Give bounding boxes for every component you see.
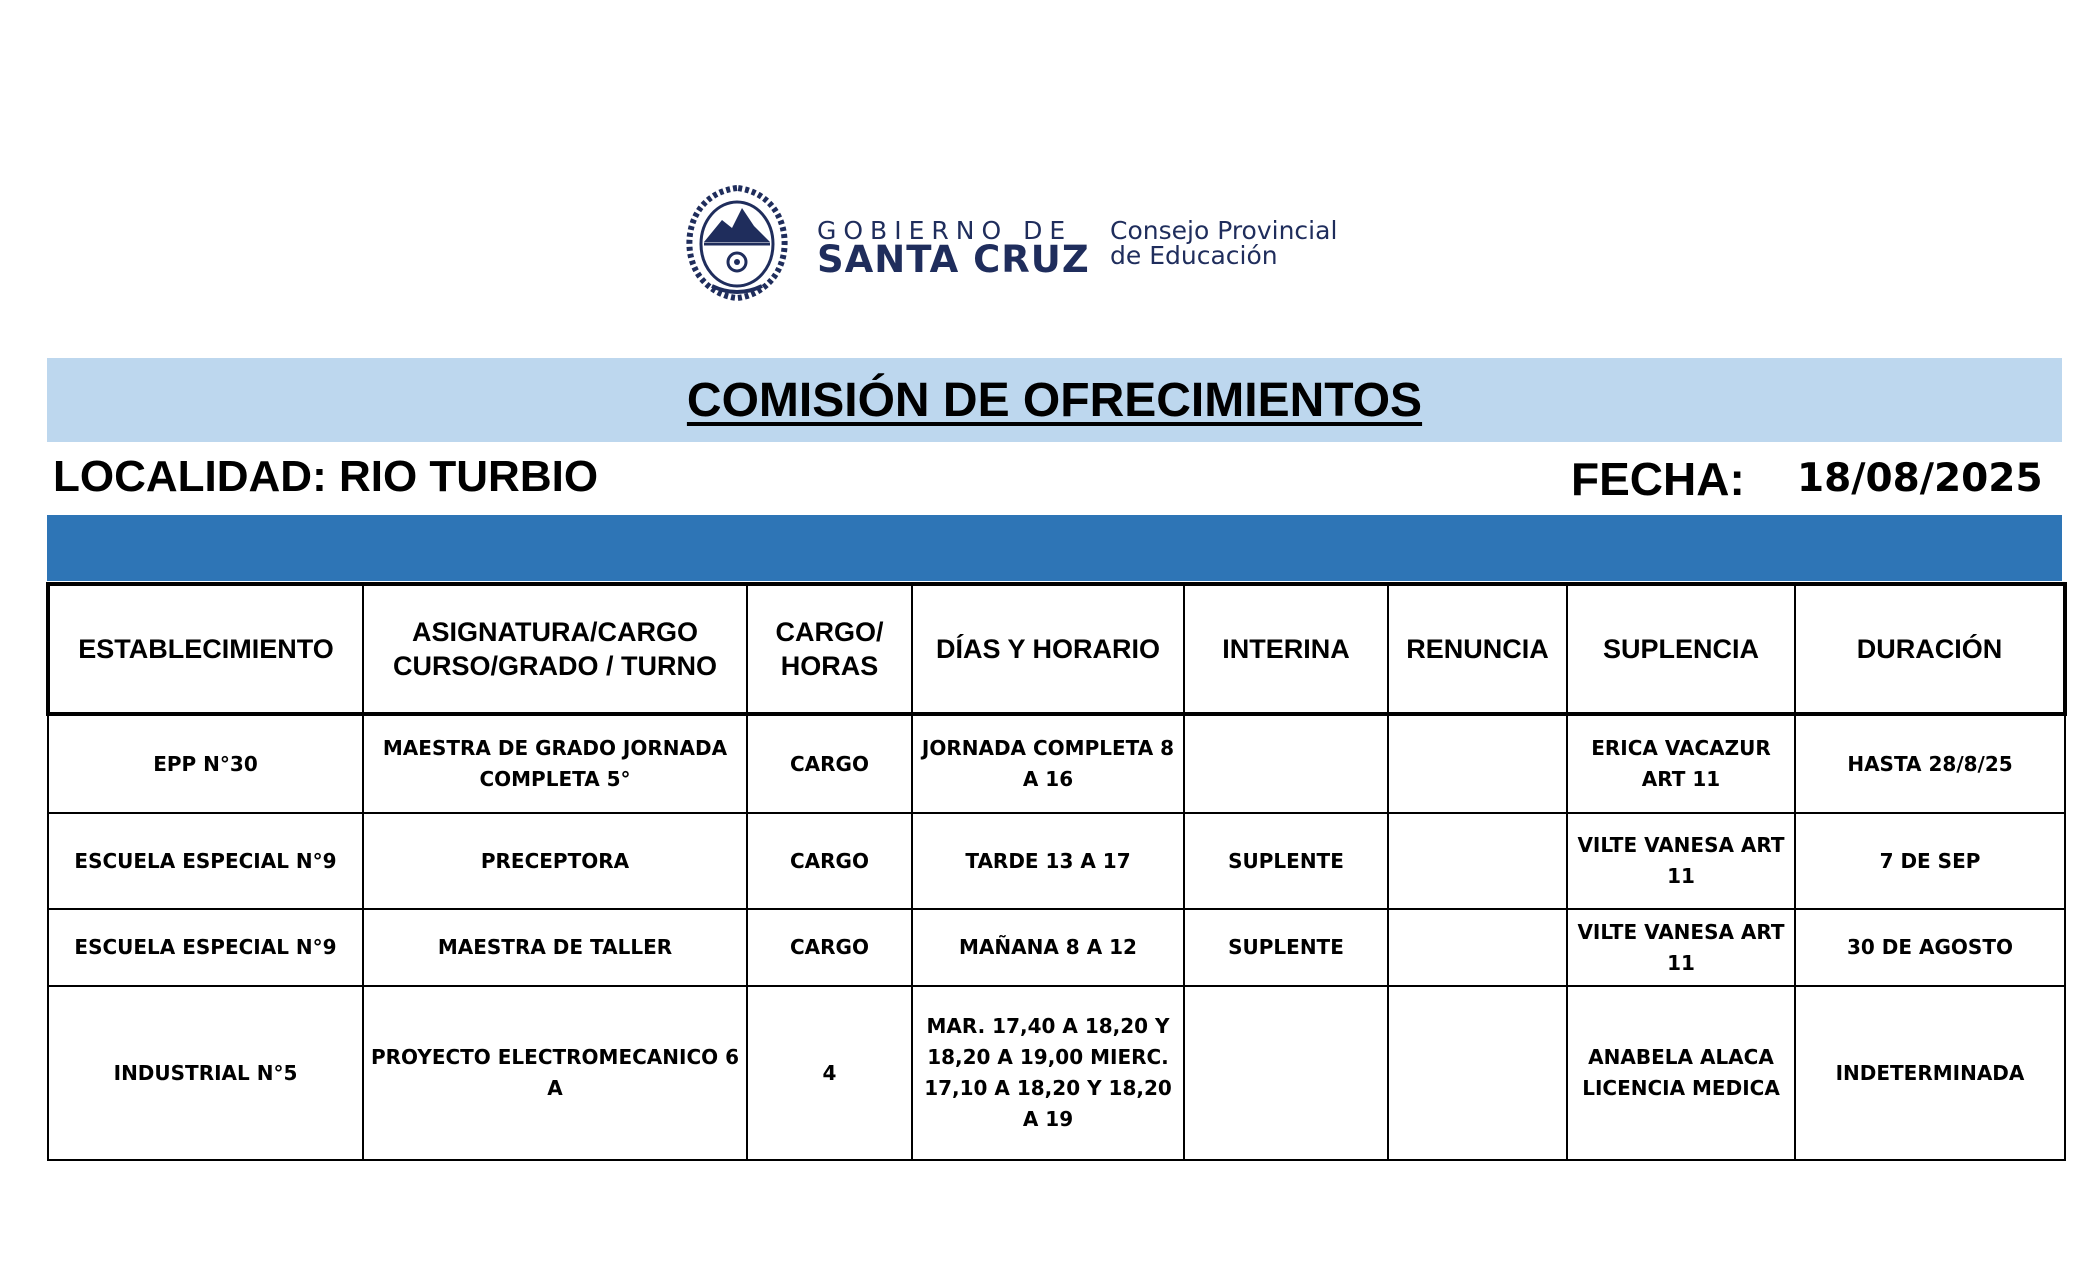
cell-establecimiento: INDUSTRIAL N°5 bbox=[48, 986, 363, 1160]
header-cargo-horas: CARGO/ HORAS bbox=[747, 584, 912, 714]
header-asignatura: ASIGNATURA/CARGO CURSO/GRADO / TURNO bbox=[363, 584, 747, 714]
cell-asignatura: MAESTRA DE GRADO JORNADA COMPLETA 5° bbox=[363, 714, 747, 813]
cell-renuncia bbox=[1388, 986, 1567, 1160]
cell-renuncia bbox=[1388, 714, 1567, 813]
cell-suplencia: ANABELA ALACA LICENCIA MEDICA bbox=[1567, 986, 1795, 1160]
cell-establecimiento: ESCUELA ESPECIAL N°9 bbox=[48, 813, 363, 909]
cell-cargo-horas: CARGO bbox=[747, 909, 912, 986]
cell-interina: SUPLENTE bbox=[1184, 813, 1388, 909]
table-row bbox=[48, 986, 2065, 1160]
cell-renuncia bbox=[1388, 909, 1567, 986]
cell-renuncia bbox=[1388, 813, 1567, 909]
header-interina: INTERINA bbox=[1184, 584, 1388, 714]
cell-cargo-horas: CARGO bbox=[747, 813, 912, 909]
cell-duracion: INDETERMINADA bbox=[1795, 986, 2065, 1160]
page-title: COMISIÓN DE OFRECIMIENTOS bbox=[686, 373, 1423, 427]
offers-table bbox=[46, 582, 2067, 1161]
gobierno-line2: SANTA CRUZ bbox=[817, 238, 1090, 281]
table-row bbox=[48, 714, 2065, 813]
cell-establecimiento: EPP N°30 bbox=[48, 714, 363, 813]
header-renuncia: RENUNCIA bbox=[1388, 584, 1567, 714]
consejo-line2: de Educación bbox=[1110, 241, 1278, 270]
title-band bbox=[47, 358, 2062, 442]
consejo-text bbox=[1110, 218, 1337, 268]
accent-band bbox=[47, 515, 2062, 581]
gobierno-line1: GOBIERNO DE bbox=[817, 216, 1073, 245]
table-row bbox=[48, 909, 2065, 986]
cell-duracion: 30 DE AGOSTO bbox=[1795, 909, 2065, 986]
table-header-row bbox=[48, 584, 2065, 714]
header-dias-horario: DÍAS Y HORARIO bbox=[912, 584, 1184, 714]
fecha-label: FECHA: bbox=[1571, 453, 1745, 505]
cell-dias-horario: TARDE 13 A 17 bbox=[912, 813, 1184, 909]
coat-of-arms-icon bbox=[682, 182, 792, 302]
fecha-value: 18/08/2025 bbox=[1797, 456, 2043, 501]
localidad-label: LOCALIDAD: RIO TURBIO bbox=[53, 452, 599, 501]
table-row bbox=[48, 813, 2065, 909]
cell-duracion: 7 DE SEP bbox=[1795, 813, 2065, 909]
cell-interina bbox=[1184, 986, 1388, 1160]
cell-suplencia: ERICA VACAZUR ART 11 bbox=[1567, 714, 1795, 813]
cell-dias-horario: MAR. 17,40 A 18,20 Y 18,20 A 19,00 MIERC. 17,10 A 18,20 Y 18,20 A 19 bbox=[912, 986, 1184, 1160]
header-establecimiento: ESTABLECIMIENTO bbox=[48, 584, 363, 714]
cell-interina bbox=[1184, 714, 1388, 813]
cell-establecimiento: ESCUELA ESPECIAL N°9 bbox=[48, 909, 363, 986]
cell-interina: SUPLENTE bbox=[1184, 909, 1388, 986]
cell-asignatura: MAESTRA DE TALLER bbox=[363, 909, 747, 986]
header-duracion: DURACIÓN bbox=[1795, 584, 2065, 714]
consejo-line1: Consejo Provincial bbox=[1110, 216, 1338, 245]
cell-suplencia: VILTE VANESA ART 11 bbox=[1567, 909, 1795, 986]
cell-dias-horario: MAÑANA 8 A 12 bbox=[912, 909, 1184, 986]
cell-suplencia: VILTE VANESA ART 11 bbox=[1567, 813, 1795, 909]
header-suplencia: SUPLENCIA bbox=[1567, 584, 1795, 714]
header-logo bbox=[682, 182, 1362, 302]
cell-asignatura: PRECEPTORA bbox=[363, 813, 747, 909]
cell-asignatura: PROYECTO ELECTROMECANICO 6 A bbox=[363, 986, 747, 1160]
cell-cargo-horas: CARGO bbox=[747, 714, 912, 813]
cell-duracion: HASTA 28/8/25 bbox=[1795, 714, 2065, 813]
cell-dias-horario: JORNADA COMPLETA 8 A 16 bbox=[912, 714, 1184, 813]
cell-cargo-horas: 4 bbox=[747, 986, 912, 1160]
